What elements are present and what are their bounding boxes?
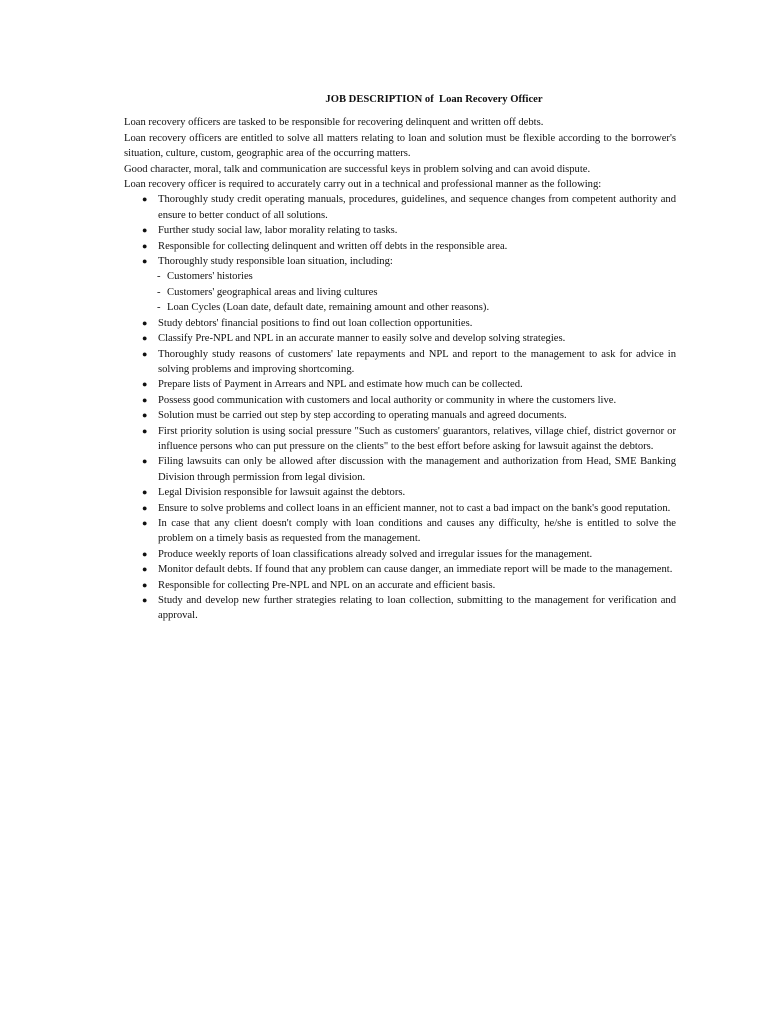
bullet-item bbox=[124, 377, 676, 392]
document-page bbox=[124, 92, 676, 624]
bullet-item bbox=[124, 593, 676, 624]
bullet-dot-icon: ● bbox=[142, 487, 148, 498]
bullet-dot-icon: ● bbox=[142, 333, 148, 344]
bullet-item bbox=[124, 347, 676, 378]
intro-paragraph: Loan recovery officer is required to accurately carry out in a technical and professional manner as the following: bbox=[124, 179, 602, 191]
bullet-dot-icon: ● bbox=[142, 410, 148, 421]
bullet-dot-icon: ● bbox=[142, 240, 148, 251]
bullet-text: Study and develop new further strategies relating to loan collection, submitting to the management for verification and approval. bbox=[158, 595, 676, 622]
bullet-text: Filing lawsuits can only be allowed after discussion with the management and authorization from Head, SME Banking Division through permission from legal division. bbox=[158, 456, 676, 483]
bullet-dot-icon: ● bbox=[142, 194, 148, 205]
bullet-dot-icon: ● bbox=[142, 595, 148, 605]
bullet-item bbox=[124, 393, 676, 408]
bullet-text: Produce weekly reports of loan classifications already solved and irregular issues for the management. bbox=[158, 548, 593, 560]
bullet-text: Responsible for collecting delinquent and written off debts in the responsible area. bbox=[158, 240, 508, 252]
bullet-dot-icon: ● bbox=[142, 225, 148, 236]
bullet-text: Possess good communication with customers and local authority or community in where the customers live. bbox=[158, 394, 617, 406]
bullet-text: First priority solution is using social pressure "Such as customers' guarantors, relatives, village chief, district governor or influence persons who can put pressure on the clients" to the best effort before asking for lawsuit against the debtors. bbox=[158, 425, 676, 452]
bullet-item bbox=[124, 454, 676, 485]
bullet-text: Legal Division responsible for lawsuit against the debtors. bbox=[158, 487, 406, 499]
bullet-item bbox=[124, 223, 676, 238]
intro-section bbox=[124, 115, 676, 192]
bullet-dot-icon: ● bbox=[142, 456, 148, 467]
bullet-dot-icon: ● bbox=[142, 425, 148, 436]
bullet-item bbox=[124, 408, 676, 423]
sub-item-text: Customers' geographical areas and living cultures bbox=[167, 286, 378, 298]
bullet-dot-icon: ● bbox=[142, 379, 148, 390]
bullet-item bbox=[124, 192, 676, 223]
bullet-dot-icon: ● bbox=[142, 564, 148, 575]
sub-item bbox=[157, 300, 676, 315]
dash-icon: - bbox=[157, 271, 161, 283]
intro-paragraph: Good character, moral, talk and communication are successful keys in problem solving and can avoid dispute. bbox=[124, 163, 591, 175]
sub-item-text: Loan Cycles (Loan date, default date, remaining amount and other reasons). bbox=[167, 302, 490, 314]
sub-item-text: Customers' histories bbox=[167, 271, 253, 283]
bullet-dot-icon: ● bbox=[142, 517, 148, 528]
bullet-item bbox=[124, 501, 676, 516]
bullet-text: Responsible for collecting Pre-NPL and NPL on an accurate and efficient basis. bbox=[158, 579, 496, 591]
sub-item bbox=[157, 285, 676, 300]
sub-list bbox=[124, 269, 676, 315]
bullet-text: Thoroughly study reasons of customers' late repayments and NPL and report to the management to ask for advice in solving problems and improving shortcoming. bbox=[158, 348, 676, 375]
bullet-item bbox=[124, 331, 676, 346]
responsibilities-list bbox=[124, 192, 676, 623]
bullet-text: Solution must be carried out step by step according to operating manuals and agreed documents. bbox=[158, 410, 567, 422]
bullet-dot-icon: ● bbox=[142, 502, 148, 513]
bullet-item bbox=[124, 254, 676, 316]
document-title: JOB DESCRIPTION of Loan Recovery Officer bbox=[325, 94, 543, 105]
bullet-dot-icon: ● bbox=[142, 348, 148, 359]
bullet-text: Classify Pre-NPL and NPL in an accurate manner to easily solve and develop solving strategies. bbox=[158, 333, 566, 345]
intro-paragraph: Loan recovery officers are entitled to solve all matters relating to loan and solution must be flexible according to the borrower's situation, culture, custom, geographic area of the occurring matters. bbox=[124, 132, 676, 160]
bullet-text: Further study social law, labor morality relating to tasks. bbox=[158, 225, 398, 237]
bullet-item bbox=[124, 578, 676, 593]
bullet-dot-icon: ● bbox=[142, 548, 148, 559]
bullet-item bbox=[124, 316, 676, 331]
dash-icon: - bbox=[157, 302, 161, 314]
bullet-dot-icon: ● bbox=[142, 579, 148, 590]
bullet-item bbox=[124, 239, 676, 254]
bullet-text: Thoroughly study credit operating manuals, procedures, guidelines, and sequence changes from competent authority and ensure to better conduct of all solutions. bbox=[158, 194, 676, 221]
bullet-dot-icon: ● bbox=[142, 394, 148, 405]
bullet-dot-icon: ● bbox=[142, 256, 148, 267]
sub-item bbox=[157, 269, 676, 284]
dash-icon: - bbox=[157, 286, 161, 298]
bullet-item bbox=[124, 562, 676, 577]
bullet-item bbox=[124, 516, 676, 547]
bullet-text: In case that any client doesn't comply with loan conditions and causes any difficulty, he/she is entitled to solve the problem on a timely basis as requested from the management. bbox=[158, 517, 676, 545]
intro-paragraph: Loan recovery officers are tasked to be responsible for recovering delinquent and written off debts. bbox=[124, 117, 544, 129]
bullet-dot-icon: ● bbox=[142, 317, 148, 328]
bullet-text: Thoroughly study responsible loan situation, including: bbox=[158, 256, 393, 268]
bullet-item bbox=[124, 424, 676, 455]
bullet-text: Ensure to solve problems and collect loans in an efficient manner, not to cast a bad impact on the bank's good reputation. bbox=[158, 502, 671, 514]
bullet-text: Monitor default debts. If found that any problem can cause danger, an immediate report will be made to the management. bbox=[158, 564, 673, 576]
bullet-text: Study debtors' financial positions to find out loan collection opportunities. bbox=[158, 317, 473, 329]
bullet-item bbox=[124, 485, 676, 500]
bullet-text: Prepare lists of Payment in Arrears and NPL and estimate how much can be collected. bbox=[158, 379, 523, 391]
bullet-item bbox=[124, 547, 676, 562]
